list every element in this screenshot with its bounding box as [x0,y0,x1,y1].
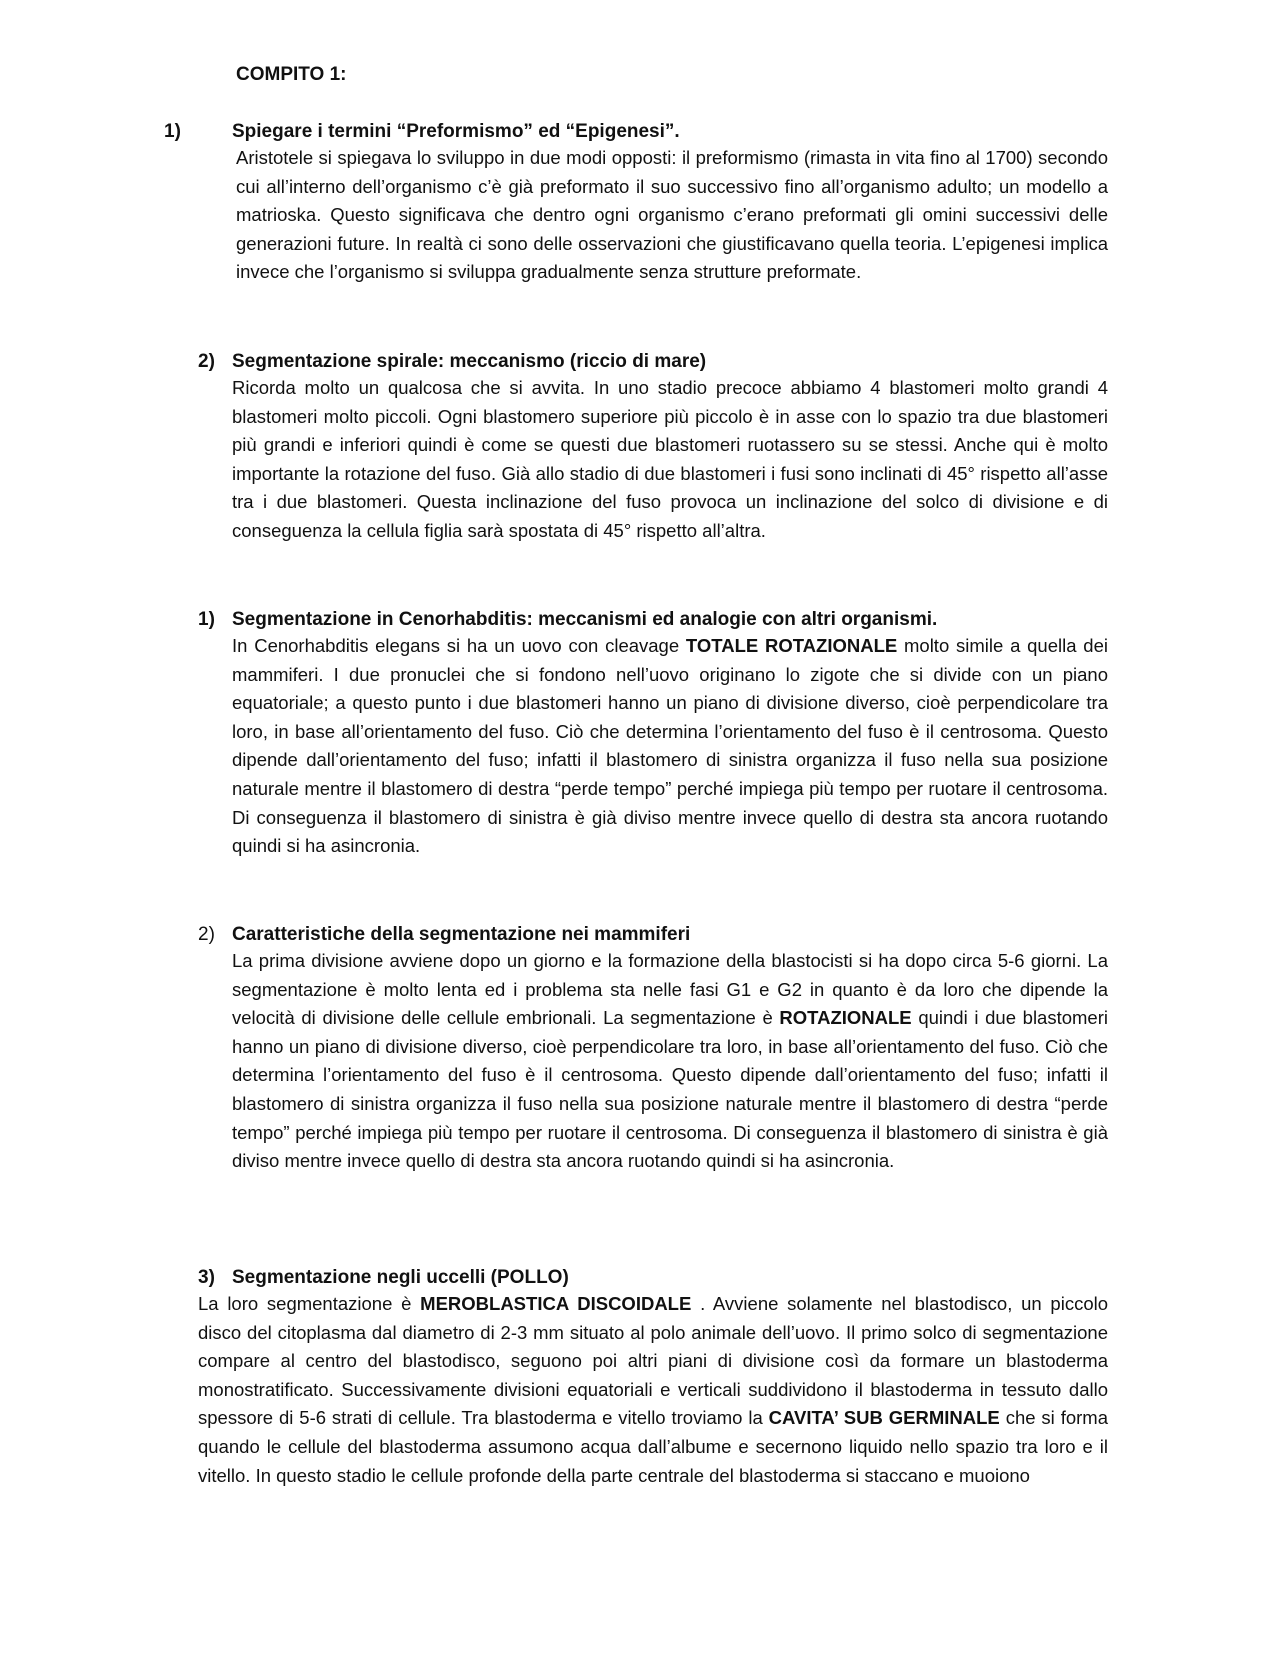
section-heading: Spiegare i termini “Preformismo” ed “Epigenesi”. [232,121,680,142]
section-body [232,374,1108,546]
section-heading: Segmentazione negli uccelli (POLLO) [232,1267,569,1288]
text-run: La loro segmentazione è [198,1293,421,1314]
bold-term: MEROBLASTICA DISCOIDALE [420,1293,692,1314]
section-heading: Segmentazione in Cenorhabditis: meccanismi ed analogie con altri organismi. [232,609,938,630]
text-run: . Avviene solamente nel blastodisco, un piccolo disco del citoplasma dal diametro di 2-3 mm situato al polo animale dell’uovo. Il primo solco di segmentazione compare al centro del blastodisco, seguono poi altri piani di divisione così da formare un blastoderma monostratificato. Successivamente divisioni equatoriali e verticali suddividono il blastoderma in tessuto dallo spessore di 5-6 strati di cellule. Tra blastoderma e vitello troviamo la [198,1293,1109,1429]
text-run: quindi i due blastomeri hanno un piano di divisione diverso, cioè perpendicolare tra loro, in base all’orientamento del fuso. Ciò che determina l’orientamento del fuso è il centrosoma. Questo dipende dall’orientamento del fuso; infatti il blastomero di sinistra organizza il fuso nella sua posizione naturale mentre il blastomero di destra “perde tempo” perché impiega più tempo per ruotare il centrosoma. Di conseguenza il blastomero di sinistra è già diviso mentre invece quello di destra sta ancora ruotando quindi si ha asincronia. [232,1007,1108,1172]
section-number: 3) [198,1267,215,1288]
text-run: molto simile a quella dei mammiferi. I due pronuclei che si fondono nell’uovo originano lo zigote che si divide con un piano equatoriale; a questo punto i due blastomeri hanno un piano di divisione diverso, cioè perpendicolare tra loro, in base all’orientamento del fuso. Ciò che determina l’orientamento del fuso è il centrosoma. Questo dipende dall’orientamento del fuso; infatti il blastomero di sinistra organizza il fuso nella sua posizione naturale mentre il blastomero di destra “perde tempo” perché impiega più tempo per ruotare il centrosoma. Di conseguenza il blastomero di sinistra è già diviso mentre invece quello di destra sta ancora ruotando quindi si ha asincronia. [232,635,1108,857]
section-body [232,632,1108,861]
section-number: 1) [164,121,181,142]
bold-term: TOTALE ROTAZIONALE [685,635,898,656]
text-run: La prima divisione avviene dopo un giorno e la formazione della blastocisti si ha dopo circa 5-6 giorni. La segmentazione è molto lenta ed i problema sta nelle fasi G1 e G2 in quanto è da loro che dipende la velocità di divisione delle cellule embrionali. La segmentazione è [232,950,1108,1029]
text-run: In Cenorhabditis elegans si ha un uovo con cleavage [232,635,686,656]
bold-term: ROTAZIONALE [779,1007,912,1029]
bold-term: CAVITA’ SUB GERMINALE [768,1407,1000,1429]
section-heading: Caratteristiche della segmentazione nei mammiferi [232,924,691,945]
text-run: Ricorda molto un qualcosa che si avvita. In uno stadio precoce abbiamo 4 blastomeri molto grandi 4 blastomeri molto piccoli. Ogni blastomero superiore più piccolo è in asse con lo spazio tra due blastomeri più grandi e inferiori quindi è come se questi due blastomeri ruotassero su se stessi. Anche qui è molto importante la rotazione del fuso. Già allo stadio di due blastomeri i fusi sono inclinati di 45° rispetto all’asse tra i due blastomeri. Questa inclinazione del fuso provoca un inclinazione del solco di divisione e di conseguenza la cellula figlia sarà spostata di 45° rispetto all’altra. [232,377,1108,541]
section-heading: Segmentazione spirale: meccanismo (riccio di mare) [232,351,707,372]
section-body [198,1290,1108,1490]
section-number: 2) [198,924,215,945]
section-body [232,947,1108,1176]
section-body [236,144,1108,287]
section-number: 2) [198,351,215,372]
text-run: che si forma quando le cellule del blastoderma assumono acqua dall’albume e secernono liquido nello spazio tra loro e il vitello. In questo stadio le cellule profonde della parte centrale del blastoderma si staccano e muoiono [198,1407,1108,1486]
text-run: Aristotele si spiegava lo sviluppo in due modi opposti: il preformismo (rimasta in vita fino al 1700) secondo cui all’interno dell’organismo c’è già preformato il suo successivo fino all’organismo adulto; un modello a matrioska. Questo significava che dentro ogni organismo c’erano preformati gli omini successivi delle generazioni future. In realtà ci sono delle osservazioni che giustificavano quella teoria. L’epigenesi implica invece che l’organismo si sviluppa gradualmente senza strutture preformate. [236,147,1108,283]
section-number: 1) [198,609,215,630]
document-title: COMPITO 1: [236,64,347,85]
